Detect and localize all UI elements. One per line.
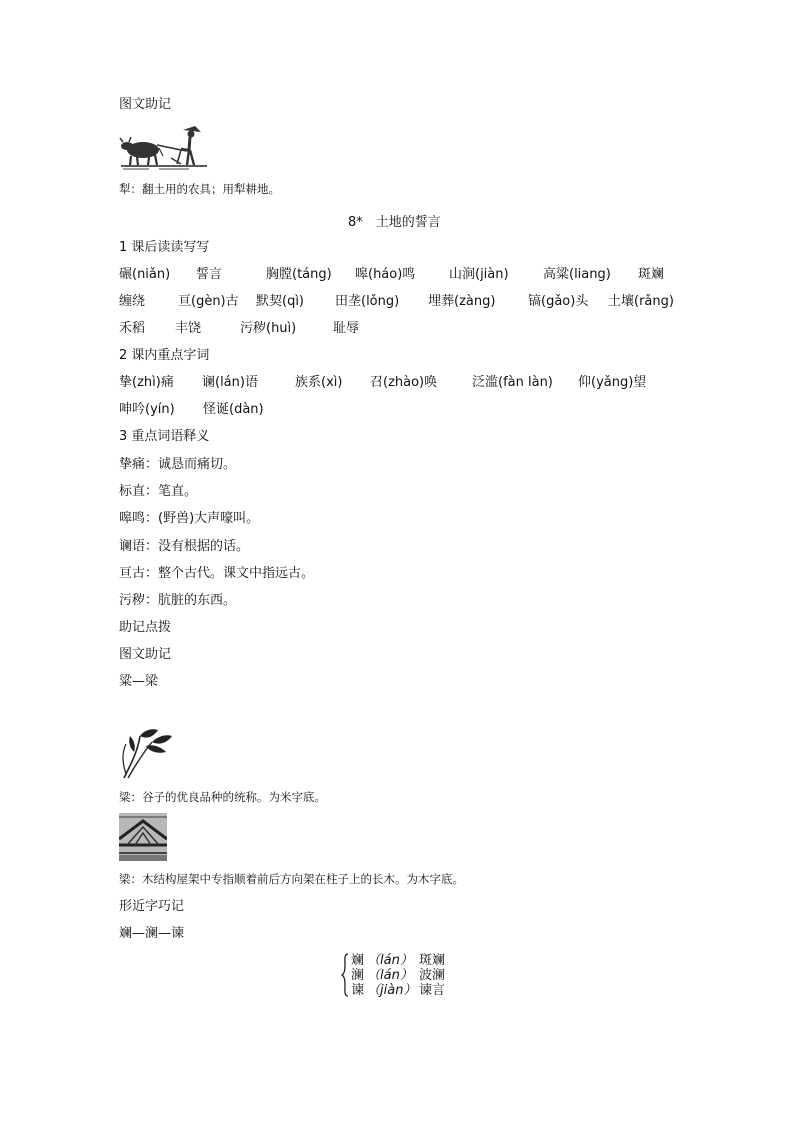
vocab-word: 碾(niǎn)	[119, 267, 171, 282]
similar-word: 谏言	[419, 983, 446, 998]
similar-heading: 形近字巧记	[119, 899, 185, 914]
vocab-word: 镐(gǎo)头	[528, 294, 589, 309]
part3-heading: 3 重点词语释义	[119, 429, 210, 444]
lesson-title: 8* 土地的誓言	[348, 215, 441, 230]
beam-illustration	[119, 813, 167, 861]
keyword: 召(zhào)唤	[370, 375, 438, 390]
beam-caption: 梁：木结构屋架中专指顺着前后方向架在柱子上的长木。为木字底。	[119, 872, 464, 886]
similar-word: 波澜	[419, 968, 446, 983]
similar-char: 澜	[351, 968, 365, 983]
vocab-word: 耻辱	[333, 321, 360, 336]
vocab-word: 高粱(liang)	[543, 267, 611, 282]
memory-subheading: 图文助记	[119, 647, 172, 662]
vocab-word: 誓言	[196, 267, 223, 282]
vocab-word: 胸膛(táng)	[266, 267, 332, 282]
similar-char: 谏	[351, 983, 365, 998]
memory-heading: 助记点拨	[119, 620, 172, 635]
part1-heading: 1 课后读读写写	[119, 240, 210, 255]
vocab-word: 嗥(háo)鸣	[355, 267, 416, 282]
part2-heading: 2 课内重点字词	[119, 348, 210, 363]
keyword: 族系(xì)	[295, 375, 343, 390]
definition-item: 亘古：整个古代。课文中指远古。	[119, 566, 315, 581]
similar-pinyin: （jiàn）	[367, 983, 417, 998]
definition-item: 谰语：没有根据的话。	[119, 539, 250, 554]
similar-word: 斑斓	[419, 953, 446, 968]
keyword: 怪诞(dàn)	[203, 402, 264, 417]
char-pair: 粱—梁	[119, 674, 159, 689]
plough-caption: 犁：翻土用的农具；用犁耕地。	[119, 182, 280, 196]
keyword: 泛滥(fàn làn)	[472, 375, 553, 390]
keyword: 谰(lán)语	[202, 375, 258, 390]
keyword: 挚(zhì)痛	[119, 375, 174, 390]
vocab-word: 禾稻	[119, 321, 146, 336]
vocab-word: 埋葬(zàng)	[428, 294, 496, 309]
millet-caption: 粱：谷子的优良品种的统称。为米字底。	[119, 790, 326, 804]
vocab-word: 斑斓	[638, 267, 665, 282]
millet-illustration	[118, 722, 174, 780]
similar-pinyin: （lán）	[367, 953, 413, 968]
similar-pinyin: （lán）	[367, 968, 413, 983]
keyword: 仰(yǎng)望	[578, 375, 647, 390]
definition-item: 标直：笔直。	[119, 484, 198, 499]
brace-icon	[341, 953, 349, 997]
plough-illustration	[119, 120, 209, 172]
vocab-word: 田垄(lǒng)	[335, 294, 400, 309]
definition-item: 嗥鸣：(野兽)大声嚎叫。	[119, 511, 260, 526]
similar-group: 斓—澜—谏	[119, 926, 185, 941]
vocab-word: 污秽(huì)	[240, 321, 297, 336]
similar-char: 斓	[351, 953, 365, 968]
definition-item: 污秽：肮脏的东西。	[119, 593, 237, 608]
vocab-word: 丰饶	[175, 321, 202, 336]
vocab-word: 默契(qì)	[256, 294, 305, 309]
definition-item: 挚痛：诚恳而痛切。	[119, 457, 237, 472]
vocab-word: 亘(gèn)古	[178, 294, 239, 309]
keyword: 呻吟(yín)	[119, 402, 175, 417]
section-heading-image-memory: 图文助记	[119, 97, 172, 112]
vocab-word: 山涧(jiàn)	[449, 267, 509, 282]
vocab-word: 缠绕	[119, 294, 146, 309]
vocab-word: 土壤(rǎng)	[608, 294, 674, 309]
